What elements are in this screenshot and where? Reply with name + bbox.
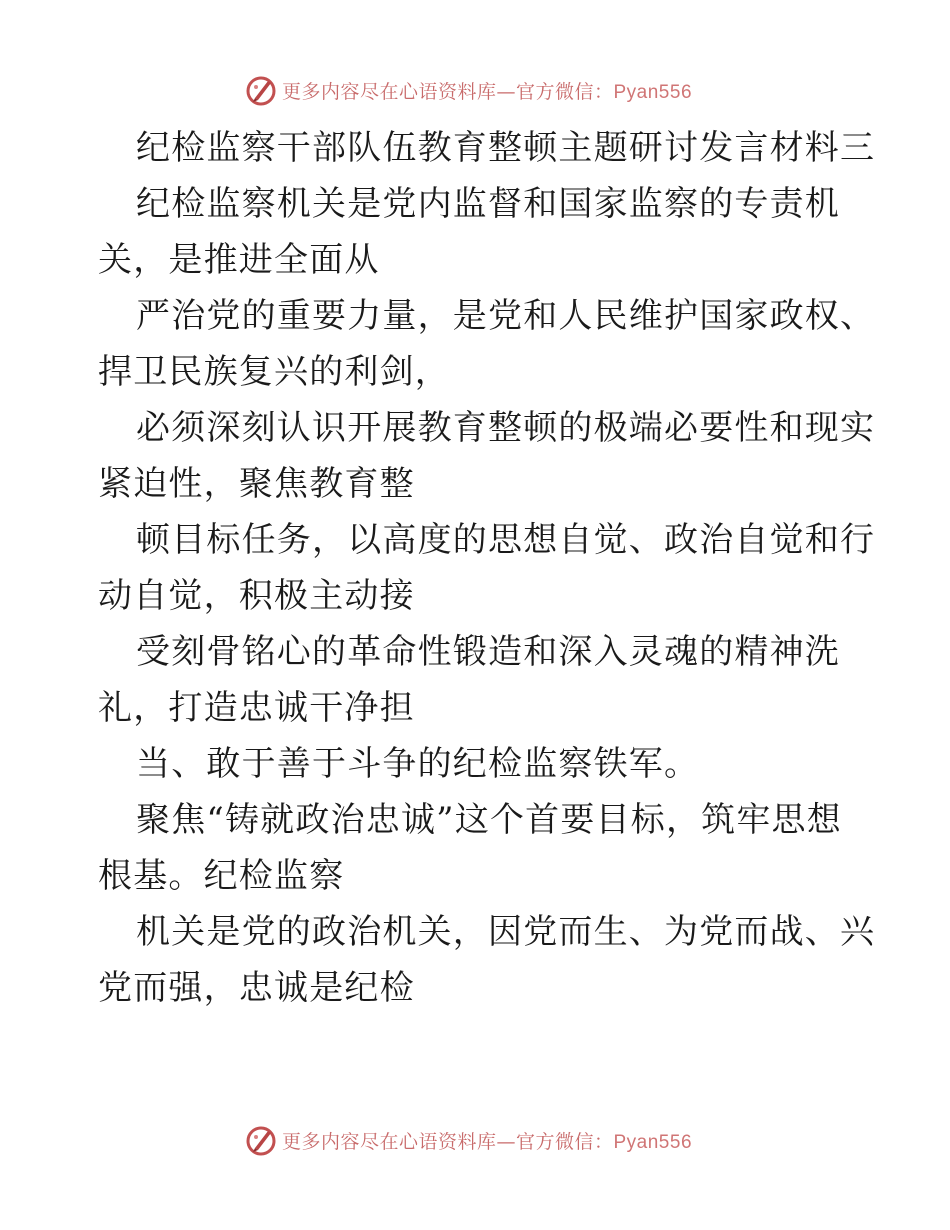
paragraph-line: 受刻骨铭心的革命性锻造和深入灵魂的精神洗 [136,632,840,672]
paragraph-line: 机关是党的政治机关，因党而生、为党而战、兴 [136,912,876,952]
paragraph-line: 聚焦“铸就政治忠诚”这个首要目标，筑牢思想 [136,800,842,840]
pen-logo-icon [244,1123,278,1157]
paragraph-line: 严治党的重要力量，是党和人民维护国家政权、 [136,296,876,336]
paragraph-line: 当、敢于善于斗争的纪检监察铁军。 [136,744,700,784]
header-banner-inner [244,73,692,107]
footer-banner-separator: — [496,1130,516,1153]
footer-banner-inner [244,1123,692,1157]
document-body [98,120,878,1016]
footer-banner-handle: Pyan556 [613,1131,693,1153]
paragraph-line: 党而强，忠诚是纪检 [98,968,415,1008]
paragraph-line: 捍卫民族复兴的利剑， [98,352,450,392]
paragraph-line: 紧迫性，聚焦教育整 [98,464,415,504]
pen-logo-icon [244,73,278,107]
footer-banner-text [282,1127,692,1154]
footer-banner-official: 官方微信： [515,1130,614,1153]
header-banner-text [282,77,692,104]
footer-banner [0,1120,950,1160]
paragraph-line: 礼，打造忠诚干净担 [98,688,415,728]
paragraph-line: 关，是推进全面从 [98,240,380,280]
paragraph-line: 顿目标任务，以高度的思想自觉、政治自觉和行 [136,520,876,560]
header-banner [0,70,950,110]
header-banner-separator: — [496,80,516,103]
document-title-line: 纪检监察干部队伍教育整顿主题研讨发言材料三 [136,128,876,168]
header-banner-official: 官方微信： [515,80,614,103]
header-banner-handle: Pyan556 [613,81,693,103]
paragraph-line: 动自觉，积极主动接 [98,576,415,616]
paragraph-line: 纪检监察机关是党内监督和国家监察的专责机 [136,184,840,224]
paragraph-line: 必须深刻认识开展教育整顿的极端必要性和现实 [136,408,876,448]
header-banner-title: 更多内容尽在心语资料库 [281,80,497,103]
paragraph-line: 根基。纪检监察 [98,856,345,896]
footer-banner-title: 更多内容尽在心语资料库 [281,1130,497,1153]
